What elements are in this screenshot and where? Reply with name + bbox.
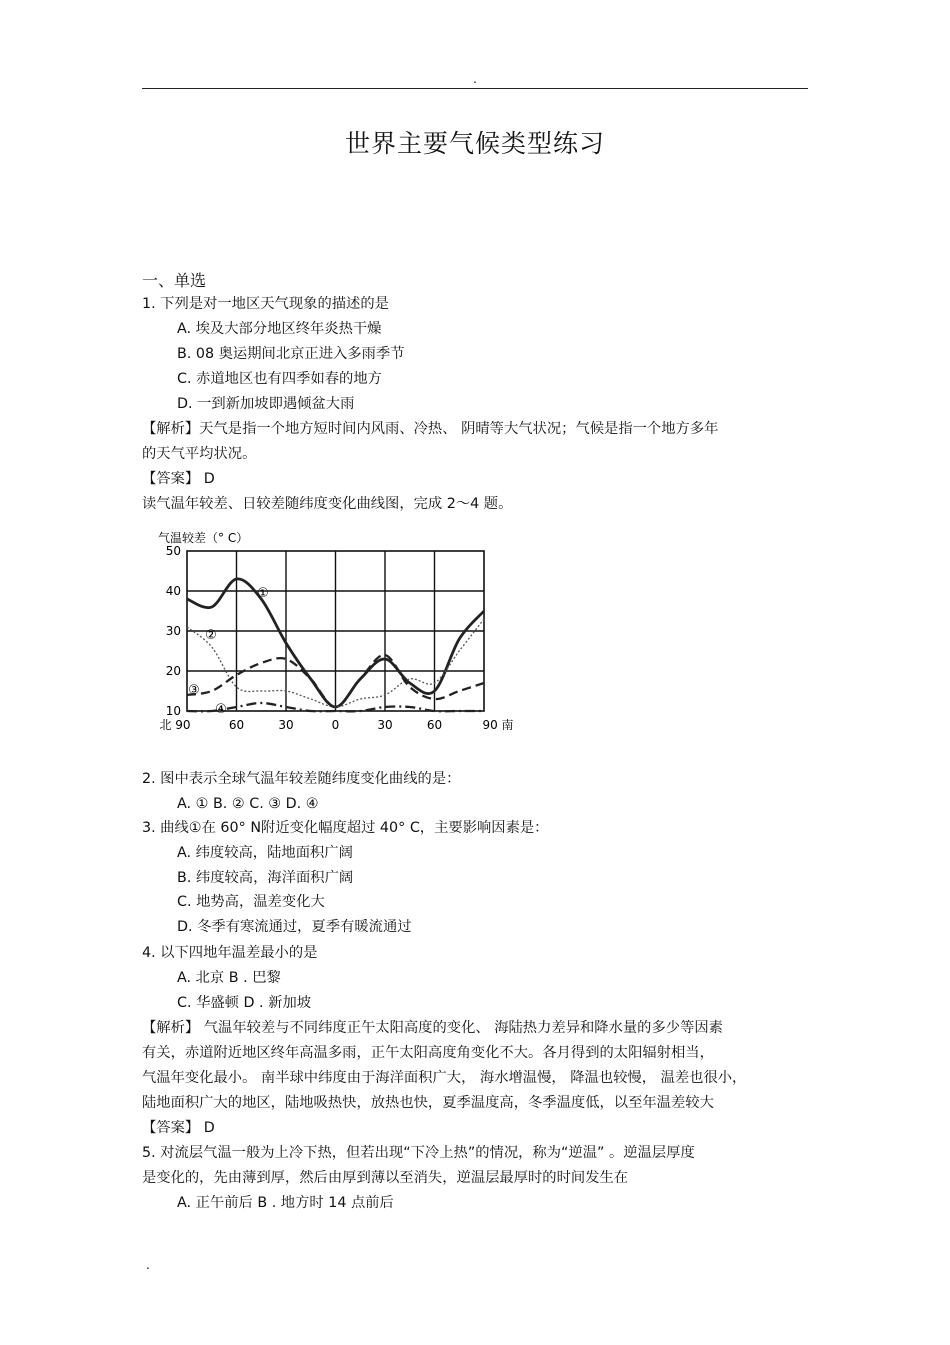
q3-option-c: C. 地势高，温差变化大 bbox=[177, 894, 325, 910]
q3-option-d: D. 冬季有寒流通过，夏季有暖流通过 bbox=[177, 919, 412, 935]
q2-options: A. ① B. ② C. ③ D. ④ bbox=[177, 796, 319, 812]
q5-stem-line1: 5. 对流层气温一般为上冷下热，但若出现“下冷上热”的情况，称为“逆温” 。逆温层厚度 bbox=[142, 1145, 695, 1161]
q1-analysis-line1: 【解析】天气是指一个地方短时间内风雨、冷热、 阴晴等大气状况；气候是指一个地方多年 bbox=[142, 421, 719, 437]
q3-option-b: B. 纬度较高，海洋面积广阔 bbox=[177, 870, 354, 886]
temperature-range-chart bbox=[150, 525, 530, 740]
series-tag-2: ② bbox=[205, 628, 217, 643]
y-tick-label: 40 bbox=[165, 584, 181, 598]
q4-options-ab: A. 北京 B . 巴黎 bbox=[177, 970, 281, 986]
q1-answer: 【答案】 D bbox=[142, 471, 215, 487]
q4-options-cd: C. 华盛顿 D . 新加坡 bbox=[177, 995, 312, 1011]
q1-option-d: D. 一到新加坡即遇倾盆大雨 bbox=[177, 396, 355, 412]
x-tick-label: 0 bbox=[331, 718, 340, 732]
x-tick-label: 60 bbox=[228, 718, 245, 732]
q1-stem: 1. 下列是对一地区天气现象的描述的是 bbox=[142, 296, 389, 312]
y-tick-label: 50 bbox=[165, 544, 181, 558]
q1-option-a: A. 埃及大部分地区终年炎热干燥 bbox=[177, 321, 382, 337]
x-tick-label: 30 bbox=[377, 718, 393, 732]
x-tick-label: 北 90 bbox=[159, 718, 191, 732]
q4-analysis-line1: 【解析】 气温年较差与不同纬度正午太阳高度的变化、 海陆热力差异和降水量的多少等因素 bbox=[142, 1020, 723, 1036]
q1-option-b: B. 08 奥运期间北京正进入多雨季节 bbox=[177, 346, 405, 362]
chart-ylabel: 气温较差（° C） bbox=[158, 531, 249, 545]
chart-intro: 读气温年较差、日较差随纬度变化曲线图，完成 2～4 题。 bbox=[142, 496, 513, 512]
q4-analysis-line3: 气温年变化最小。 南半球中纬度由于海洋面积广大， 海水增温慢， 降温也较慢， 温差也很小， bbox=[142, 1070, 747, 1086]
y-tick-label: 10 bbox=[165, 704, 181, 718]
section-heading: 一、单选 bbox=[142, 271, 207, 290]
footer-dot: . bbox=[146, 1258, 150, 1272]
q4-stem: 4. 以下四地年温差最小的是 bbox=[142, 945, 318, 961]
q4-analysis-line2: 有关，赤道附近地区终年高温多雨，正午太阳高度角变化不大。各月得到的太阳辐射相当， bbox=[142, 1045, 714, 1061]
q5-stem-line2: 是变化的，先由薄到厚，然后由厚到薄以至消失，逆温层最厚时的时间发生在 bbox=[142, 1170, 629, 1186]
x-tick-label: 60 bbox=[426, 718, 443, 732]
q5-options-ab: A. 正午前后 B . 地方时 14 点前后 bbox=[177, 1195, 394, 1211]
series-tag-3: ③ bbox=[188, 683, 200, 698]
x-tick-label: 30 bbox=[278, 718, 294, 732]
q2-stem: 2. 图中表示全球气温年较差随纬度变化曲线的是： bbox=[142, 771, 461, 787]
q3-stem: 3. 曲线①在 60° N附近变化幅度超过 40° C，主要影响因素是： bbox=[142, 820, 549, 836]
q1-option-c: C. 赤道地区也有四季如春的地方 bbox=[177, 371, 382, 387]
q4-answer: 【答案】 D bbox=[142, 1120, 215, 1136]
y-tick-label: 20 bbox=[165, 664, 181, 678]
page-title: 世界主要气候类型练习 bbox=[344, 129, 605, 158]
q4-analysis-line4: 陆地面积广大的地区，陆地吸热快，放热也快，夏季温度高，冬季温度低，以至年温差较大 bbox=[142, 1095, 714, 1111]
y-tick-label: 30 bbox=[165, 624, 181, 638]
header-dot: . bbox=[473, 72, 477, 86]
series-tag-4: ④ bbox=[215, 702, 227, 717]
series-tag-1: ① bbox=[257, 586, 269, 601]
x-tick-label: 90 南 bbox=[482, 718, 514, 732]
q3-option-a: A. 纬度较高，陆地面积广阔 bbox=[177, 845, 353, 861]
q1-analysis-line2: 的天气平均状况。 bbox=[142, 446, 257, 462]
header-rule bbox=[142, 88, 808, 89]
